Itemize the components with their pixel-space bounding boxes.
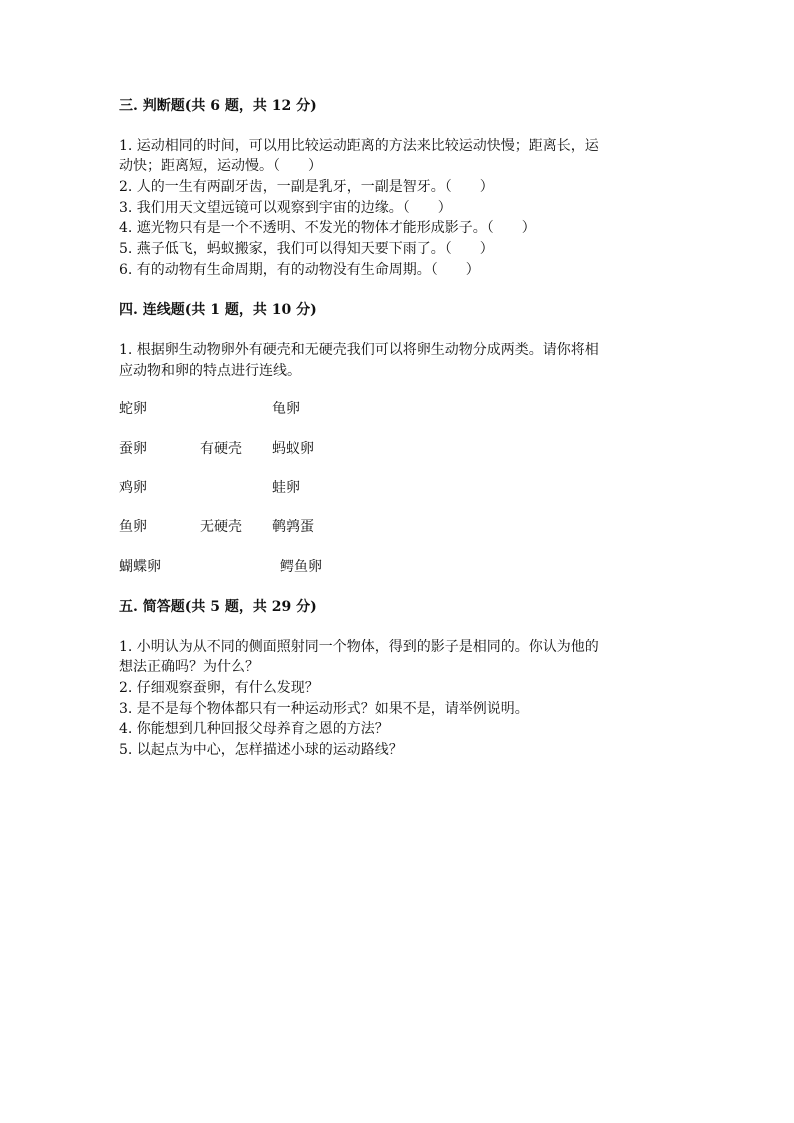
matching-question-1-line-2: 应动物和卵的特点进行连线。 bbox=[119, 363, 301, 379]
section-5-heading: 五. 简答题(共 5 题，共 29 分) bbox=[119, 599, 317, 615]
match-left-item: 蚕卵 bbox=[119, 441, 147, 457]
matching-question-1-line-1: 1. 根据卵生动物卵外有硬壳和无硬壳我们可以将卵生动物分成两类。请你将相 bbox=[119, 342, 599, 358]
section-4-heading: 四. 连线题(共 1 题，共 10 分) bbox=[119, 302, 317, 318]
match-right-item: 蚂蚁卵 bbox=[272, 441, 314, 457]
short-answer-question-1-line-1: 1. 小明认为从不同的侧面照射同一个物体，得到的影子是相同的。你认为他的 bbox=[119, 639, 599, 655]
judgment-question-4: 4. 遮光物只有是一个不透明、不发光的物体才能形成影子。（ ） bbox=[119, 220, 536, 236]
match-right-item: 鳄鱼卵 bbox=[280, 559, 322, 575]
match-middle-item: 无硬壳 bbox=[200, 519, 242, 535]
judgment-question-2: 2. 人的一生有两副牙齿，一副是乳牙，一副是智牙。（ ） bbox=[119, 179, 494, 195]
short-answer-question-1-line-2: 想法正确吗？为什么？ bbox=[119, 659, 259, 675]
judgment-question-3: 3. 我们用天文望远镜可以观察到宇宙的边缘。（ ） bbox=[119, 200, 452, 216]
judgment-question-1-line-1: 1. 运动相同的时间，可以用比较运动距离的方法来比较运动快慢；距离长，运 bbox=[119, 138, 599, 154]
short-answer-question-5: 5. 以起点为中心，怎样描述小球的运动路线？ bbox=[119, 742, 403, 758]
judgment-question-6: 6. 有的动物有生命周期，有的动物没有生命周期。（ ） bbox=[119, 262, 480, 278]
match-left-item: 鸡卵 bbox=[119, 480, 147, 496]
match-right-item: 龟卵 bbox=[272, 401, 300, 417]
judgment-question-5: 5. 燕子低飞，蚂蚁搬家，我们可以得知天要下雨了。（ ） bbox=[119, 241, 494, 257]
judgment-question-1-line-2: 动快；距离短，运动慢。（ ） bbox=[119, 158, 322, 174]
match-left-item: 鱼卵 bbox=[119, 519, 147, 535]
section-3-heading: 三. 判断题(共 6 题，共 12 分) bbox=[119, 98, 317, 114]
match-right-item: 蛙卵 bbox=[272, 480, 300, 496]
short-answer-question-4: 4. 你能想到几种回报父母养育之恩的方法？ bbox=[119, 721, 389, 737]
match-middle-item: 有硬壳 bbox=[200, 441, 242, 457]
short-answer-question-3: 3. 是不是每个物体都只有一种运动形式？如果不是，请举例说明。 bbox=[119, 701, 529, 717]
short-answer-question-2: 2. 仔细观察蚕卵，有什么发现？ bbox=[119, 680, 319, 696]
match-right-item: 鹌鹑蛋 bbox=[272, 519, 314, 535]
match-left-item: 蝴蝶卵 bbox=[119, 559, 161, 575]
match-left-item: 蛇卵 bbox=[119, 401, 147, 417]
